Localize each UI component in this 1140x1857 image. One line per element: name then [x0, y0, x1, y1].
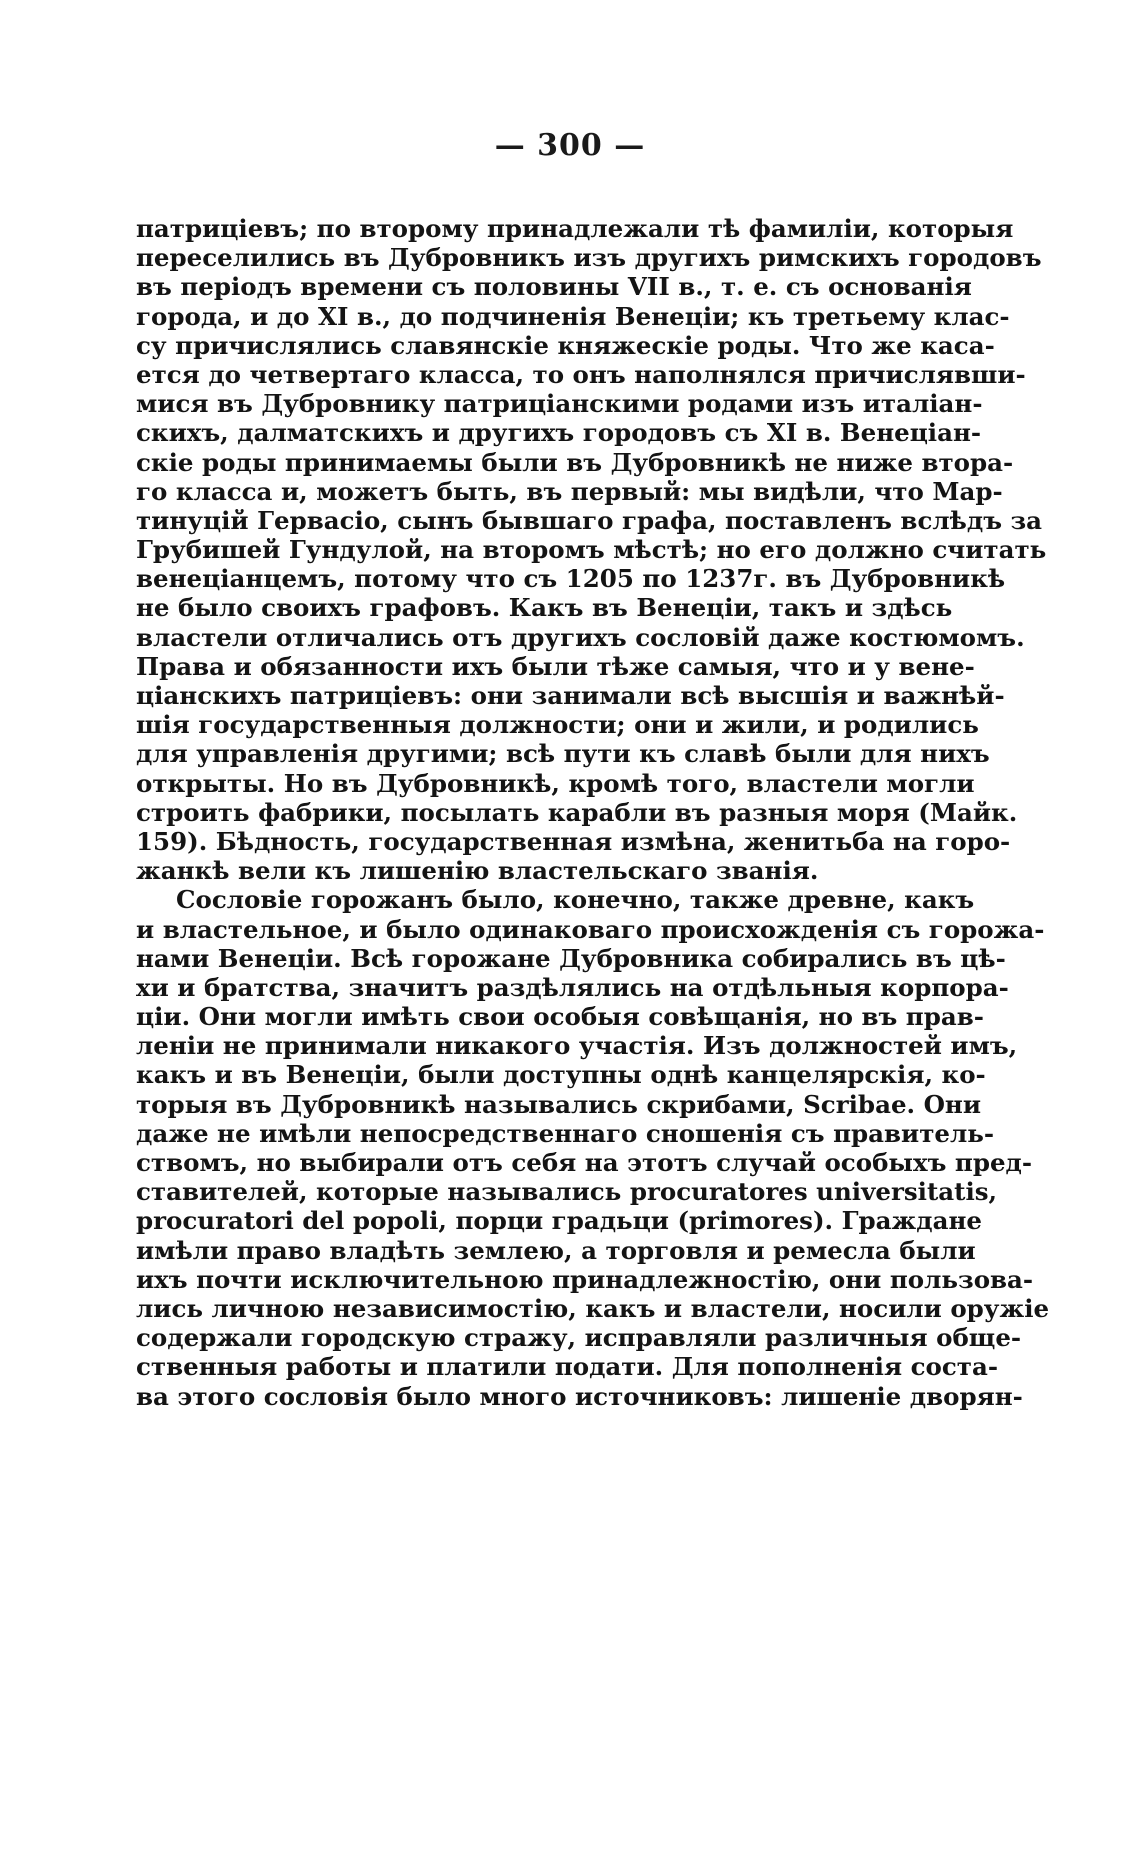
- text-line: Права и обязанности ихъ были тѣже самыя, что и у вене-: [136, 651, 975, 681]
- text-line: торыя въ Дубровникѣ назывались скрибами, Scribae. Они: [136, 1089, 982, 1119]
- text-line: ственныя работы и платили подати. Для пополненія соста-: [136, 1352, 999, 1382]
- text-line: шія государственныя должности; они и жили, и родились: [136, 710, 979, 740]
- page-number: — 300 —: [494, 128, 646, 163]
- text-line: имѣли право владѣть землею, а торговля и ремесла были: [136, 1235, 976, 1265]
- text-line: ва этого сословія было много источниковъ: лишеніе дворян-: [136, 1381, 1023, 1411]
- text-line: нами Венеціи. Всѣ горожане Дубровника собирались въ цѣ-: [136, 943, 1006, 973]
- body-text: [136, 214, 1050, 1411]
- text-line: властели отличались отъ другихъ сословій даже костюмомъ.: [136, 622, 1025, 652]
- text-line: Грубишей Гундулой, на второмъ мѣстѣ; но его должно считать: [136, 535, 1047, 565]
- text-line: хи и братства, значитъ раздѣлялись на отдѣльныя корпора-: [136, 972, 1009, 1002]
- text-line: города, и до XI в., до подчиненія Венеціи; къ третьему клас-: [136, 301, 1010, 331]
- text-line: леніи не принимали никакого участія. Изъ должностей имъ,: [136, 1031, 1018, 1061]
- text-line: ихъ почти исключительною принадлежностію, они пользова-: [136, 1264, 1034, 1294]
- text-line: венеціанцемъ, потому что съ 1205 по 1237г. въ Дубровникѣ: [136, 564, 1006, 594]
- text-line: даже не имѣли непосредственнаго сношенія съ правитель-: [136, 1118, 995, 1148]
- text-line: Сословіе горожанъ было, конечно, также древне, какъ: [176, 885, 975, 915]
- text-line: го класса и, можетъ быть, въ первый: мы видѣли, что Мар-: [136, 476, 1003, 506]
- text-line: мися въ Дубровнику патриціанскими родами изъ италіан-: [136, 389, 983, 419]
- text-line: строить фабрики, посылать карабли въ разныя моря (Майк.: [136, 797, 1018, 827]
- text-line: тинуцій Гервасіо, сынъ бывшаго графа, поставленъ вслѣдъ за: [136, 505, 1043, 535]
- text-line: въ періодъ времени съ половины VII в., т. е. съ основанія: [136, 272, 972, 302]
- text-line: ется до четвертаго класса, то онъ наполнялся причислявши-: [136, 359, 1026, 389]
- text-line: скихъ, далматскихъ и другихъ городовъ съ XI в. Венеціан-: [136, 418, 982, 448]
- text-line: 159). Бѣдность, государственная измѣна, женитьба на горо-: [136, 826, 1011, 856]
- text-line: и властельное, и было одинаковаго происхожденія съ горожа-: [136, 914, 1045, 944]
- text-line: содержали городскую стражу, исправляли различныя обще-: [136, 1323, 1022, 1353]
- text-line: скіе роды принимаемы были въ Дубровникѣ не ниже втора-: [136, 447, 1014, 477]
- text-line: лись личною независимостію, какъ и властели, носили оружіе: [136, 1293, 1050, 1323]
- text-line: патриціевъ; по второму принадлежали тѣ фамиліи, которыя: [136, 214, 1014, 243]
- text-line: су причислялись славянскіе княжескіе роды. Что же каса-: [136, 330, 995, 360]
- text-line: для управленія другими; всѣ пути къ славѣ были для нихъ: [136, 739, 990, 769]
- text-line: procuratori del popoli, порци градьци (primores). Граждане: [136, 1206, 982, 1236]
- text-line: не было своихъ графовъ. Какъ въ Венеціи, такъ и здѣсь: [136, 593, 953, 623]
- text-line: открыты. Но въ Дубровникѣ, кромѣ того, властели могли: [136, 768, 975, 798]
- text-line: ставителей, которые назывались procuratores universitatis,: [136, 1177, 998, 1207]
- text-line: жанкѣ вели къ лишенію властельскаго званія.: [136, 856, 819, 886]
- text-line: ціанскихъ патриціевъ: они занимали всѣ высшія и важнѣй-: [136, 681, 1005, 710]
- text-line: ствомъ, но выбирали отъ себя на этотъ случай особыхъ пред-: [136, 1148, 1033, 1177]
- text-line: ціи. Они могли имѣть свои особыя совѣщанія, но въ прав-: [136, 1002, 984, 1032]
- text-line: какъ и въ Венеціи, были доступны однѣ канцелярскія, ко-: [136, 1060, 986, 1090]
- text-line: переселились въ Дубровникъ изъ другихъ римскихъ городовъ: [136, 243, 1042, 273]
